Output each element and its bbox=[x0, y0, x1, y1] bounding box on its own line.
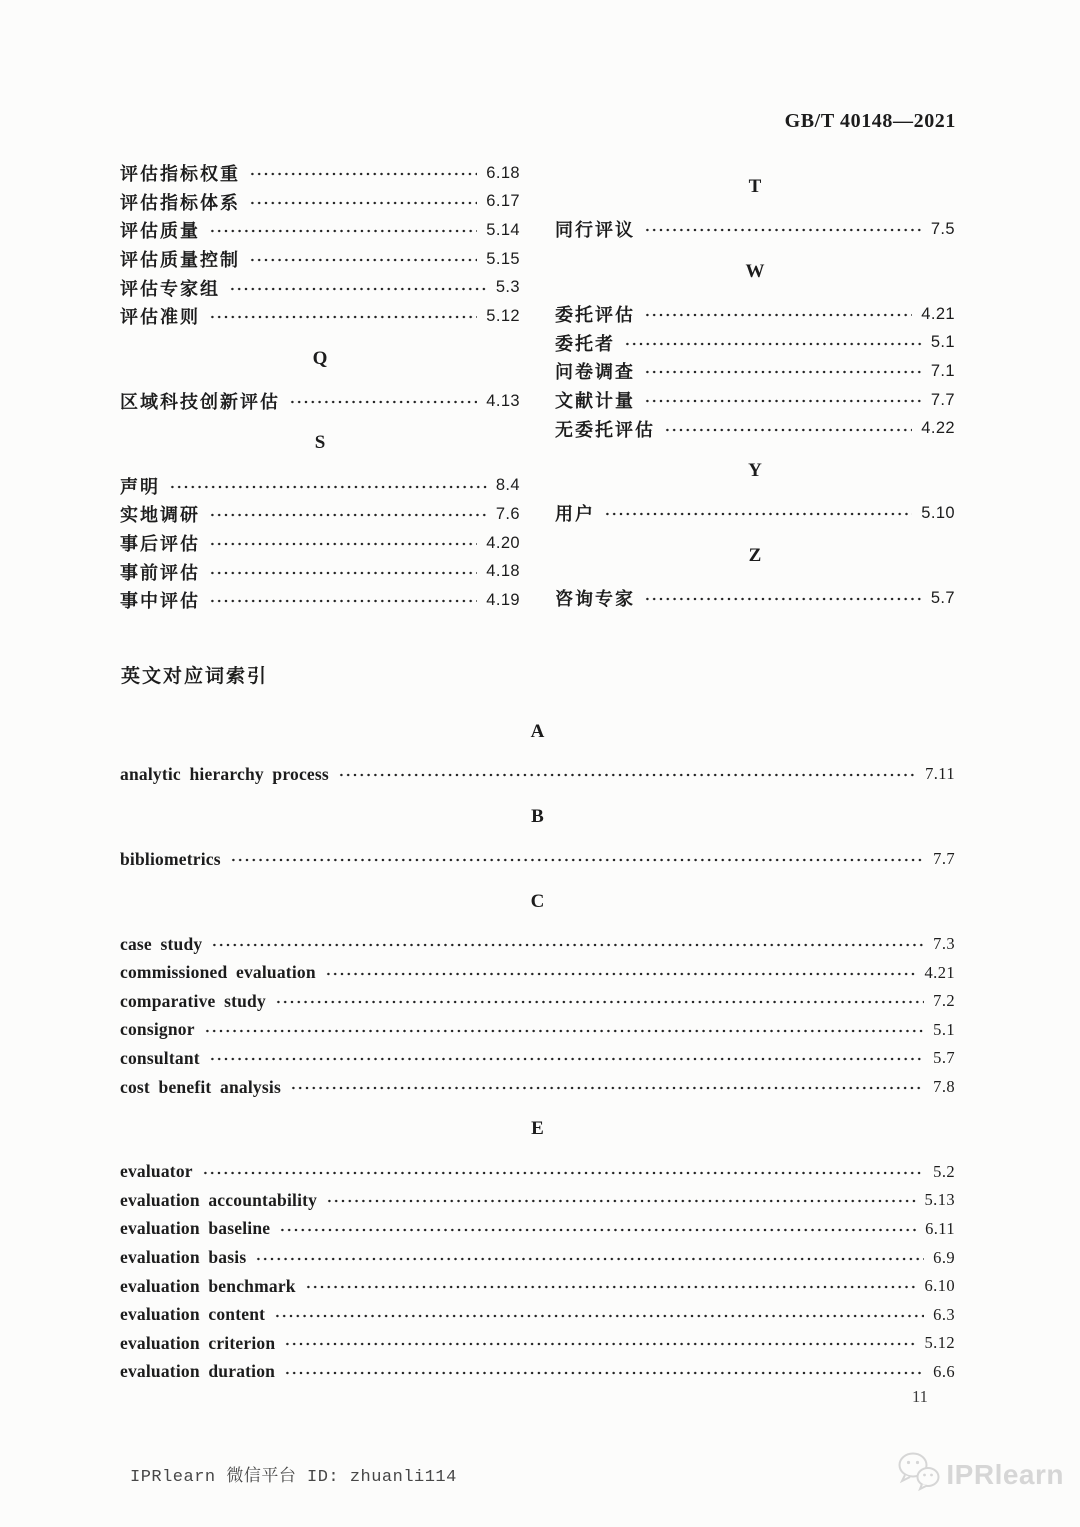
dot-leader bbox=[644, 364, 922, 380]
index-entry bbox=[120, 1272, 955, 1301]
section-ref: 7.6 bbox=[495, 504, 520, 523]
english-index bbox=[120, 704, 955, 1386]
section-ref: 5.7 bbox=[933, 1048, 955, 1068]
index-entry bbox=[120, 586, 520, 615]
section-ref: 5.3 bbox=[495, 278, 520, 297]
index-entry bbox=[120, 1073, 955, 1102]
index-term: 评估质量控制 bbox=[120, 250, 240, 271]
dot-leader bbox=[284, 1336, 915, 1352]
index-term: 无委托评估 bbox=[555, 419, 655, 440]
dot-leader bbox=[326, 1193, 915, 1209]
standard-number: GB/T 40148—2021 bbox=[784, 110, 956, 132]
dot-leader bbox=[249, 166, 477, 182]
letter-heading: B bbox=[531, 805, 544, 827]
index-entry bbox=[120, 760, 955, 789]
section-ref: 7.5 bbox=[930, 219, 955, 238]
index-term: bibliometrics bbox=[120, 848, 221, 869]
index-term: 委托者 bbox=[555, 333, 615, 354]
section-ref: 7.11 bbox=[925, 764, 955, 784]
letter-heading: S bbox=[314, 432, 326, 454]
index-term: 文献计量 bbox=[555, 391, 635, 412]
index-term: evaluation accountability bbox=[120, 1189, 318, 1210]
index-entry bbox=[120, 1300, 955, 1329]
index-entry bbox=[120, 1243, 955, 1272]
section-ref: 5.15 bbox=[486, 249, 520, 268]
dot-leader bbox=[209, 309, 477, 325]
index-entry bbox=[120, 987, 955, 1016]
chinese-index-right-column bbox=[555, 159, 955, 615]
index-entry bbox=[120, 472, 520, 501]
index-term: evaluation duration bbox=[120, 1361, 276, 1382]
index-term: comparative study bbox=[120, 990, 266, 1011]
dot-leader bbox=[209, 536, 477, 552]
index-term: consultant bbox=[120, 1047, 200, 1068]
index-term: 问卷调查 bbox=[555, 362, 635, 383]
dot-leader bbox=[289, 394, 477, 410]
section-ref: 4.21 bbox=[921, 304, 955, 323]
section-ref: 6.6 bbox=[933, 1361, 955, 1381]
index-term: evaluation content bbox=[120, 1304, 266, 1325]
section-ref: 5.2 bbox=[933, 1161, 955, 1181]
section-ref: 6.17 bbox=[486, 192, 520, 211]
dot-leader bbox=[255, 1251, 924, 1267]
section-ref: 7.7 bbox=[933, 849, 955, 869]
section-ref: 6.9 bbox=[933, 1247, 955, 1267]
index-entry bbox=[120, 387, 520, 416]
dot-leader bbox=[209, 223, 477, 239]
index-entry bbox=[120, 302, 520, 331]
index-term: 评估专家组 bbox=[120, 278, 220, 299]
index-entry bbox=[120, 188, 520, 217]
index-entry bbox=[555, 300, 955, 329]
index-entry bbox=[120, 529, 520, 558]
index-term: 用户 bbox=[555, 504, 595, 525]
iprlearn-watermark bbox=[897, 1450, 1064, 1499]
index-entry bbox=[555, 357, 955, 386]
dot-leader bbox=[274, 1308, 924, 1324]
letter-heading: Q bbox=[312, 347, 328, 369]
section-ref: 5.13 bbox=[924, 1190, 955, 1210]
dot-leader bbox=[275, 994, 924, 1010]
dot-leader bbox=[169, 479, 487, 495]
letter-heading: Y bbox=[748, 460, 762, 482]
dot-leader bbox=[279, 1222, 916, 1238]
dot-leader bbox=[290, 1080, 924, 1096]
section-ref: 7.7 bbox=[930, 390, 955, 409]
index-term: consignor bbox=[120, 1019, 195, 1040]
index-term: cost benefit analysis bbox=[120, 1076, 281, 1097]
index-entry bbox=[120, 845, 955, 874]
dot-leader bbox=[664, 422, 912, 438]
index-entry bbox=[120, 1044, 955, 1073]
index-term: evaluation criterion bbox=[120, 1332, 276, 1353]
section-ref: 7.1 bbox=[930, 361, 955, 380]
section-ref: 7.8 bbox=[933, 1077, 955, 1097]
letter-heading: Z bbox=[748, 544, 762, 566]
index-term: 实地调研 bbox=[120, 505, 200, 526]
section-ref: 4.20 bbox=[486, 533, 520, 552]
dot-leader bbox=[624, 336, 922, 352]
index-entry bbox=[120, 1186, 955, 1215]
chinese-index-left-column bbox=[120, 159, 520, 615]
index-term: evaluator bbox=[120, 1161, 193, 1182]
index-entry bbox=[120, 1358, 955, 1387]
wechat-bubbles-icon bbox=[897, 1450, 943, 1499]
section-ref: 8.4 bbox=[495, 476, 520, 495]
republisher-watermark-text: IPRlearn 微信平台 ID: zhuanli114 bbox=[130, 1468, 457, 1487]
index-term: 同行评议 bbox=[555, 220, 635, 241]
index-term: analytic hierarchy process bbox=[120, 763, 329, 784]
dot-leader bbox=[604, 506, 912, 522]
dot-leader bbox=[230, 852, 924, 868]
dot-leader bbox=[249, 252, 477, 268]
dot-leader bbox=[644, 222, 922, 238]
dot-leader bbox=[284, 1365, 924, 1381]
index-entry bbox=[120, 557, 520, 586]
index-entry bbox=[120, 245, 520, 274]
section-ref: 5.14 bbox=[486, 220, 520, 239]
section-ref: 4.21 bbox=[924, 962, 955, 982]
dot-leader bbox=[209, 507, 487, 523]
index-term: evaluation baseline bbox=[120, 1218, 271, 1239]
dot-leader bbox=[338, 767, 916, 783]
section-ref: 7.2 bbox=[933, 991, 955, 1011]
dot-leader bbox=[211, 937, 924, 953]
index-term: 事后评估 bbox=[120, 534, 200, 555]
index-entry bbox=[555, 329, 955, 358]
index-entry bbox=[120, 159, 520, 188]
index-term: 声明 bbox=[120, 476, 160, 497]
dot-leader bbox=[209, 565, 477, 581]
section-ref: 5.12 bbox=[924, 1333, 955, 1353]
dot-leader bbox=[644, 393, 922, 409]
page-number: 11 bbox=[912, 1387, 928, 1406]
index-term: 评估准则 bbox=[120, 307, 200, 328]
watermark-logo-text: IPRlearn bbox=[946, 1458, 1064, 1490]
letter-heading: C bbox=[530, 890, 545, 912]
index-term: evaluation basis bbox=[120, 1247, 247, 1268]
section-ref: 6.3 bbox=[933, 1304, 955, 1324]
dot-leader bbox=[305, 1279, 916, 1295]
dot-leader bbox=[202, 1165, 924, 1181]
english-index-title: 英文对应词索引 bbox=[121, 666, 269, 687]
index-entry bbox=[120, 958, 955, 987]
index-entry bbox=[120, 500, 520, 529]
section-ref: 5.12 bbox=[486, 306, 520, 325]
index-term: 事前评估 bbox=[120, 562, 200, 583]
dot-leader bbox=[229, 281, 487, 297]
dot-leader bbox=[204, 1023, 924, 1039]
dot-leader bbox=[644, 307, 912, 323]
dot-leader bbox=[644, 591, 922, 607]
section-ref: 4.19 bbox=[486, 590, 520, 609]
section-ref: 4.13 bbox=[486, 391, 520, 410]
index-entry bbox=[555, 414, 955, 443]
dot-leader bbox=[249, 195, 477, 211]
section-ref: 5.7 bbox=[930, 588, 955, 607]
section-ref: 6.11 bbox=[925, 1218, 955, 1238]
letter-heading: E bbox=[531, 1118, 544, 1140]
index-term: 评估指标体系 bbox=[120, 192, 240, 213]
section-ref: 6.18 bbox=[486, 163, 520, 182]
section-ref: 7.3 bbox=[933, 934, 955, 954]
section-ref: 5.1 bbox=[930, 333, 955, 352]
dot-leader bbox=[209, 593, 477, 609]
chinese-index bbox=[120, 159, 955, 615]
section-ref: 4.22 bbox=[921, 419, 955, 438]
index-term: 咨询专家 bbox=[555, 589, 635, 610]
index-entry bbox=[555, 386, 955, 415]
section-ref: 4.18 bbox=[486, 562, 520, 581]
index-entry bbox=[555, 499, 955, 528]
index-term: 区域科技创新评估 bbox=[120, 392, 280, 413]
index-entry bbox=[120, 1016, 955, 1045]
section-ref: 6.10 bbox=[924, 1276, 955, 1296]
index-term: 委托评估 bbox=[555, 305, 635, 326]
section-ref: 5.1 bbox=[933, 1019, 955, 1039]
index-entry bbox=[120, 930, 955, 959]
index-entry bbox=[555, 215, 955, 244]
index-entry bbox=[120, 1329, 955, 1358]
index-entry bbox=[120, 1215, 955, 1244]
index-entry bbox=[120, 273, 520, 302]
index-term: commissioned evaluation bbox=[120, 962, 316, 983]
dot-leader bbox=[325, 966, 916, 982]
index-term: case study bbox=[120, 933, 203, 954]
index-term: evaluation benchmark bbox=[120, 1275, 296, 1296]
index-term: 评估质量 bbox=[120, 221, 200, 242]
section-ref: 5.10 bbox=[921, 503, 955, 522]
index-term: 事中评估 bbox=[120, 591, 200, 612]
letter-heading: T bbox=[748, 176, 762, 198]
index-entry bbox=[120, 1158, 955, 1187]
dot-leader bbox=[209, 1051, 924, 1067]
letter-heading: A bbox=[530, 721, 545, 743]
index-entry bbox=[120, 216, 520, 245]
letter-heading: W bbox=[745, 260, 765, 282]
index-term: 评估指标权重 bbox=[120, 164, 240, 185]
index-entry bbox=[555, 584, 955, 613]
